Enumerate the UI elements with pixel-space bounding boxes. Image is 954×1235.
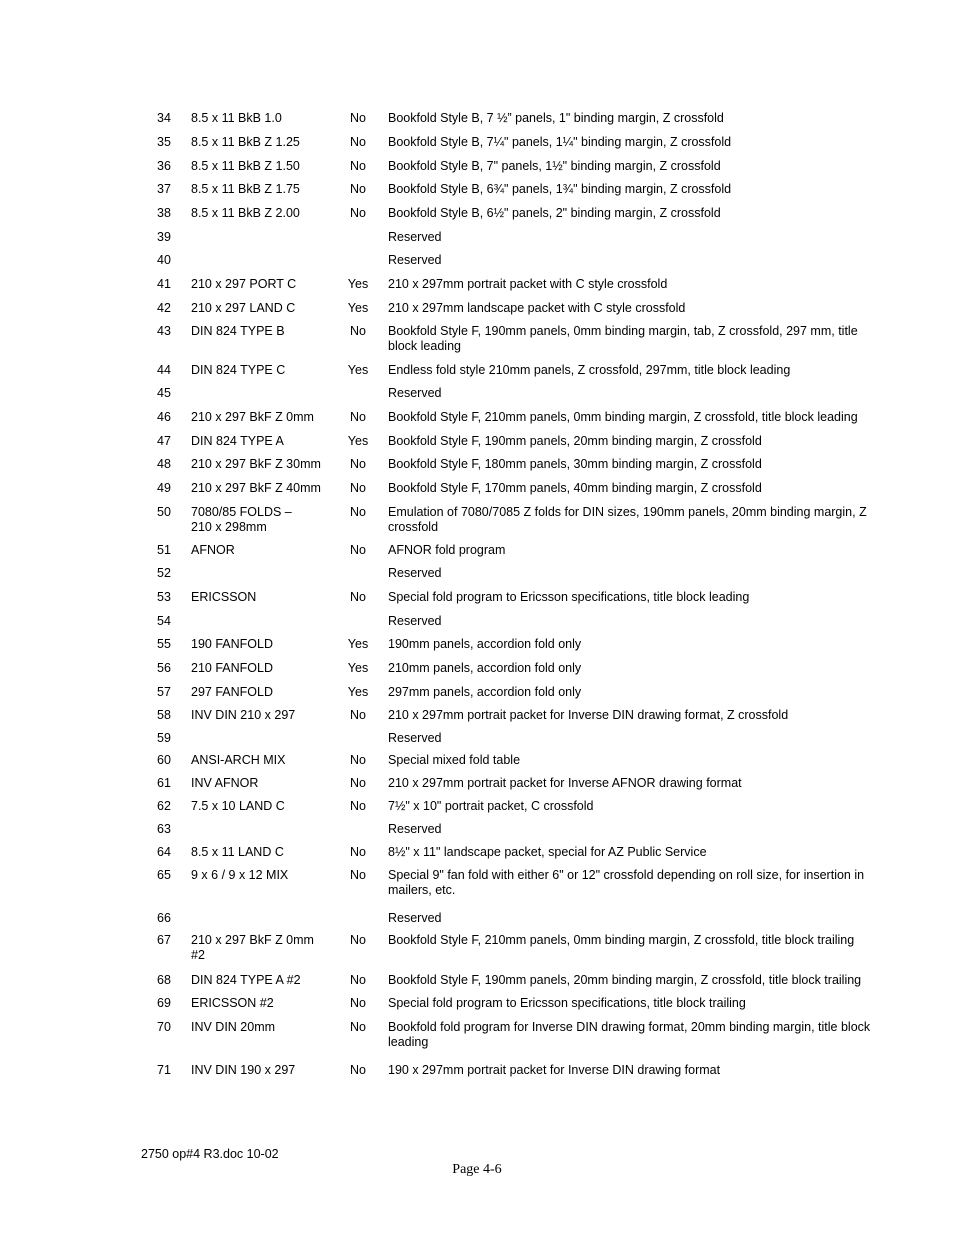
fold-description: 190mm panels, accordion fold only xyxy=(388,637,582,651)
row-number: 44 xyxy=(157,363,171,377)
fold-description: Reserved xyxy=(388,911,442,925)
fold-description: Bookfold Style F, 190mm panels, 20mm binding margin, Z crossfold, title block trailing xyxy=(388,973,862,987)
fold-flag: No xyxy=(350,111,366,125)
fold-flag: Yes xyxy=(347,661,369,675)
row-number: 35 xyxy=(157,135,171,149)
fold-name: DIN 824 TYPE A xyxy=(191,434,284,448)
fold-flag: No xyxy=(350,324,366,338)
fold-name: DIN 824 TYPE B xyxy=(191,324,285,338)
fold-description: Bookfold Style B, 7¼" panels, 1¼" binding margin, Z crossfold xyxy=(388,135,732,149)
fold-name: 210 x 297 BkF Z 0mm #2 xyxy=(191,933,314,962)
fold-description: Reserved xyxy=(388,253,442,267)
fold-name: 8.5 x 11 BkB Z 1.75 xyxy=(191,182,300,196)
fold-flag: No xyxy=(350,135,366,149)
row-number: 53 xyxy=(157,590,171,604)
fold-name: ERICSSON #2 xyxy=(191,996,274,1010)
fold-flag: No xyxy=(350,206,366,220)
fold-flag: No xyxy=(350,973,366,987)
fold-flag: No xyxy=(350,1020,366,1034)
fold-flag: Yes xyxy=(347,434,369,448)
row-number: 62 xyxy=(157,799,171,813)
fold-name: 7080/85 FOLDS – 210 x 298mm xyxy=(191,505,292,534)
fold-description: 210 x 297mm portrait packet for Inverse DIN drawing format, Z crossfold xyxy=(388,708,789,722)
fold-flag: No xyxy=(350,543,366,557)
row-number: 69 xyxy=(157,996,171,1010)
row-number: 64 xyxy=(157,845,171,859)
row-number: 51 xyxy=(157,543,171,557)
row-number: 46 xyxy=(157,410,171,424)
row-number: 49 xyxy=(157,481,171,495)
row-number: 43 xyxy=(157,324,171,338)
row-number: 67 xyxy=(157,933,171,947)
row-number: 52 xyxy=(157,566,171,580)
fold-name: 210 x 297 BkF Z 0mm xyxy=(191,410,314,424)
row-number: 65 xyxy=(157,868,171,882)
document-reference: 2750 op#4 R3.doc 10-02 xyxy=(141,1147,279,1161)
fold-description: Endless fold style 210mm panels, Z crossfold, 297mm, title block leading xyxy=(388,363,791,377)
row-number: 50 xyxy=(157,505,171,519)
fold-name: 9 x 6 / 9 x 12 MIX xyxy=(191,868,289,882)
fold-name: INV AFNOR xyxy=(191,776,259,790)
fold-name: 210 x 297 PORT C xyxy=(191,277,297,291)
fold-flag: No xyxy=(350,933,366,947)
fold-name: 8.5 x 11 BkB Z 1.25 xyxy=(191,135,300,149)
fold-name: DIN 824 TYPE C xyxy=(191,363,286,377)
row-number: 60 xyxy=(157,753,171,767)
fold-name: 190 FANFOLD xyxy=(191,637,273,651)
fold-description: Bookfold Style F, 210mm panels, 0mm binding margin, Z crossfold, title block trailing xyxy=(388,933,855,947)
row-number: 66 xyxy=(157,911,171,925)
fold-flag: No xyxy=(350,590,366,604)
fold-description: Special mixed fold table xyxy=(388,753,521,767)
row-number: 36 xyxy=(157,159,171,173)
fold-name: INV DIN 190 x 297 xyxy=(191,1063,296,1077)
fold-name: AFNOR xyxy=(191,543,235,557)
row-number: 68 xyxy=(157,973,171,987)
fold-name: 210 x 297 BkF Z 30mm xyxy=(191,457,321,471)
fold-flag: No xyxy=(350,868,366,882)
fold-name: 8.5 x 11 LAND C xyxy=(191,845,284,859)
fold-description: 8½" x 11" landscape packet, special for AZ Public Service xyxy=(388,845,707,859)
fold-flag: No xyxy=(350,708,366,722)
fold-description: 210 x 297mm portrait packet for Inverse AFNOR drawing format xyxy=(388,776,742,790)
row-number: 70 xyxy=(157,1020,171,1034)
row-number: 38 xyxy=(157,206,171,220)
row-number: 40 xyxy=(157,253,171,267)
fold-flag: No xyxy=(350,776,366,790)
fold-name: 8.5 x 11 BkB Z 2.00 xyxy=(191,206,300,220)
fold-description: 210 x 297mm portrait packet with C style crossfold xyxy=(388,277,668,291)
fold-name: INV DIN 210 x 297 xyxy=(191,708,296,722)
row-number: 58 xyxy=(157,708,171,722)
fold-name: 8.5 x 11 BkB Z 1.50 xyxy=(191,159,300,173)
fold-flag: No xyxy=(350,410,366,424)
fold-flag: No xyxy=(350,182,366,196)
fold-flag: No xyxy=(350,996,366,1010)
fold-description: Bookfold Style B, 6½" panels, 2" binding margin, Z crossfold xyxy=(388,206,721,220)
row-number: 42 xyxy=(157,301,171,315)
fold-flag: No xyxy=(350,753,366,767)
row-number: 61 xyxy=(157,776,171,790)
fold-description: Bookfold Style F, 180mm panels, 30mm binding margin, Z crossfold xyxy=(388,457,762,471)
row-number: 57 xyxy=(157,685,171,699)
fold-description: Bookfold Style F, 190mm panels, 0mm binding margin, tab, Z crossfold, 297 mm, title block leading xyxy=(388,324,858,353)
fold-name: DIN 824 TYPE A #2 xyxy=(191,973,301,987)
fold-name: ERICSSON xyxy=(191,590,257,604)
fold-name: 210 FANFOLD xyxy=(191,661,273,675)
fold-name: 7.5 x 10 LAND C xyxy=(191,799,285,813)
fold-flag: No xyxy=(350,481,366,495)
fold-description: Bookfold Style F, 210mm panels, 0mm binding margin, Z crossfold, title block leading xyxy=(388,410,858,424)
fold-description: Emulation of 7080/7085 Z folds for DIN sizes, 190mm panels, 20mm binding margin, Z crossfold xyxy=(388,505,867,534)
row-number: 45 xyxy=(157,386,171,400)
fold-description: Reserved xyxy=(388,386,442,400)
fold-description: Special fold program to Ericsson specifications, title block trailing xyxy=(388,996,746,1010)
fold-name: 8.5 x 11 BkB 1.0 xyxy=(191,111,282,125)
row-number: 71 xyxy=(157,1063,171,1077)
fold-name: 297 FANFOLD xyxy=(191,685,273,699)
fold-flag: Yes xyxy=(347,301,369,315)
fold-flag: Yes xyxy=(347,685,369,699)
fold-flag: No xyxy=(350,159,366,173)
fold-description: AFNOR fold program xyxy=(388,543,506,557)
fold-description: Reserved xyxy=(388,566,442,580)
fold-description: Special fold program to Ericsson specifications, title block leading xyxy=(388,590,750,604)
fold-description: 7½" x 10" portrait packet, C crossfold xyxy=(388,799,594,813)
row-number: 34 xyxy=(157,111,171,125)
row-number: 63 xyxy=(157,822,171,836)
row-number: 54 xyxy=(157,614,171,628)
fold-flag: Yes xyxy=(347,363,369,377)
row-number: 47 xyxy=(157,434,171,448)
row-number: 41 xyxy=(157,277,171,291)
row-number: 37 xyxy=(157,182,171,196)
fold-description: Reserved xyxy=(388,731,442,745)
fold-flag: No xyxy=(350,1063,366,1077)
fold-flag: No xyxy=(350,845,366,859)
fold-name: ANSI-ARCH MIX xyxy=(191,753,286,767)
fold-description: Bookfold Style F, 170mm panels, 40mm binding margin, Z crossfold xyxy=(388,481,762,495)
fold-description: 190 x 297mm portrait packet for Inverse DIN drawing format xyxy=(388,1063,721,1077)
fold-description: Reserved xyxy=(388,822,442,836)
fold-flag: No xyxy=(350,505,366,519)
fold-flag: Yes xyxy=(347,637,369,651)
fold-flag: No xyxy=(350,457,366,471)
fold-description: Special 9" fan fold with either 6" or 12" crossfold depending on roll size, for insertion in mailers, etc. xyxy=(388,868,865,897)
fold-description: Bookfold Style B, 7 ½” panels, 1" binding margin, Z crossfold xyxy=(388,111,724,125)
fold-description: Bookfold Style F, 190mm panels, 20mm binding margin, Z crossfold xyxy=(388,434,762,448)
fold-description: 210mm panels, accordion fold only xyxy=(388,661,582,675)
fold-description: Bookfold Style B, 7" panels, 1½" binding margin, Z crossfold xyxy=(388,159,721,173)
fold-name: 210 x 297 BkF Z 40mm xyxy=(191,481,321,495)
fold-description: Bookfold fold program for Inverse DIN drawing format, 20mm binding margin, title block leading xyxy=(388,1020,871,1049)
row-number: 55 xyxy=(157,637,171,651)
fold-flag: No xyxy=(350,799,366,813)
row-number: 48 xyxy=(157,457,171,471)
fold-description: 210 x 297mm landscape packet with C style crossfold xyxy=(388,301,686,315)
fold-name: INV DIN 20mm xyxy=(191,1020,276,1034)
page-number: Page 4-6 xyxy=(452,1162,502,1177)
row-number: 59 xyxy=(157,731,171,745)
fold-description: Reserved xyxy=(388,614,442,628)
fold-flag: Yes xyxy=(347,277,369,291)
fold-description: Bookfold Style B, 6¾" panels, 1¾" binding margin, Z crossfold xyxy=(388,182,732,196)
row-number: 39 xyxy=(157,230,171,244)
fold-description: 297mm panels, accordion fold only xyxy=(388,685,582,699)
fold-name: 210 x 297 LAND C xyxy=(191,301,296,315)
row-number: 56 xyxy=(157,661,171,675)
fold-description: Reserved xyxy=(388,230,442,244)
